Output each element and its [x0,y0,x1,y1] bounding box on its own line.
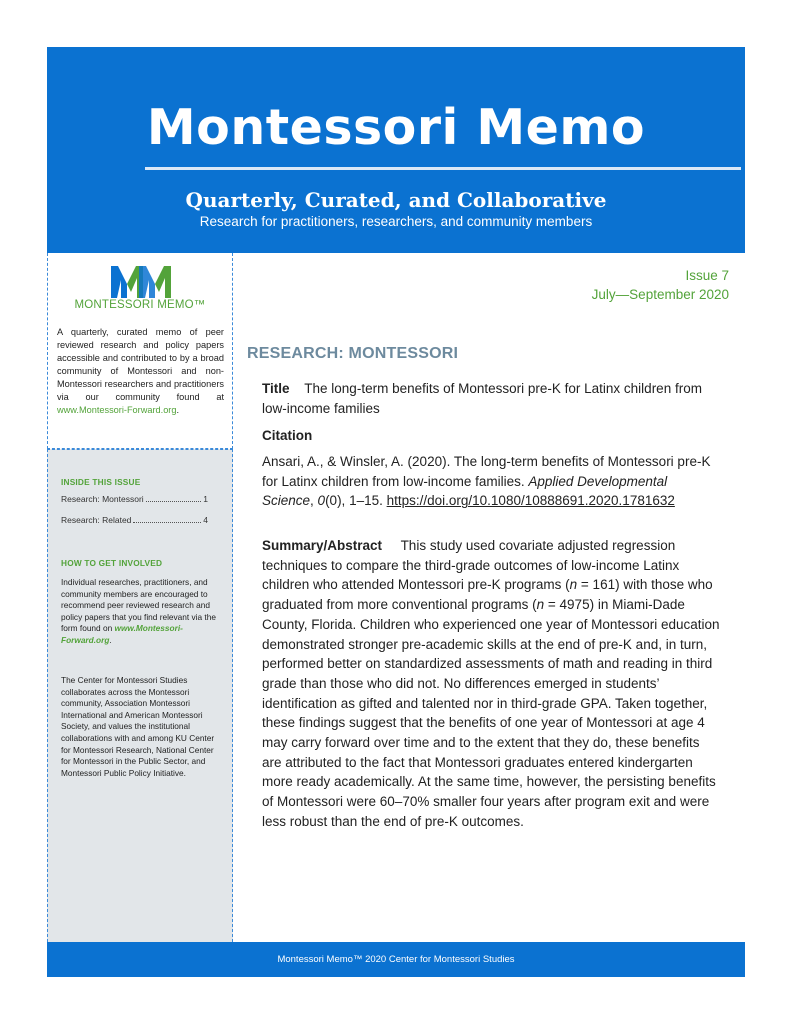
summary-abstract: Summary/Abstract This study used covariate adjusted regression techniques to compare the third-grade outcomes of low-income Latinx children who attended Montessori pre-K programs (n = 161) with those who graduated from more conventional programs (n = 4975) in Miami-Dade County, Florida. Children who experienced one year of Montessori education demonstrated stronger pre-academic skills at the end of pre-K and, in turn, performed better on standardized assessments of math and reading in third grade than those who did not. No differences emerged in students’ identification as gifted and talented nor in third-grade GPA. Taken together, these findings suggest that the benefits of one year of Montessori at age 4 may carry forward over time and to the extent that they do, these benefits are attributed to the fact that Montessori graduates entered kindergarten more ready academically. At the same time, however, the persisting benefits of Montessori were 60–70% smaller four years after program exit and were less robust than the end of pre-K outcomes. [262,538,720,829]
title-label: Title [262,381,290,396]
sidebar-about [47,253,233,449]
masthead-subtitle: Quarterly, Curated, and Collaborative [185,188,607,212]
center-description: The Center for Montessori Studies collaborates across the Montessori community, Association Montessori International and American Montessori Society, and values the institutional collaborations with and among KU Center for Montessori Research, National Center for Montessori in the Public Sector, and Montessori Public Policy Initiative. [61,675,215,778]
doi-link[interactable]: https://doi.org/10.1080/10888691.2020.1781632 [386,493,675,509]
logo-text: MONTESSORI MEMO™ [74,299,206,311]
citation-text: Ansari, A., & Winsler, A. (2020). The long-term benefits of Montessori pre-K for Latinx children from low-income families. Applied Developmental Science, 0(0), 1–15. https://doi.org/10.1080/10888691.2020.1781632 [262,454,711,509]
get-involved-text: Individual researches, practitioners, and community members are encouraged to recommend peer reviewed research and policy papers that you find relevant via the form found on www.Montessori-Forward.org. [61,577,216,645]
sidebar-description: A quarterly, curated memo of peer reviewed research and policy papers accessible and contributed to by a broad community of Montessori and non-Montessori researchers and practitioners via our community found at www.Montessori-Forward.org. [57,327,224,415]
sidebar-info-panel [47,449,233,942]
toc-item-research-montessori[interactable]: Research: Montessori 1 [61,494,208,504]
montessori-memo-logo-icon [111,266,171,298]
citation-heading: Citation [262,428,313,443]
issue-number: Issue 7 [685,268,729,283]
table-of-contents [61,494,208,536]
masthead-tagline: Research for practitioners, researchers, and community members [199,214,593,229]
issue-date: July—September 2020 [591,287,729,302]
masthead-rule [145,167,741,170]
get-involved-link[interactable]: www.Montessori-Forward.org [61,623,183,645]
issue-info [592,266,729,304]
inside-this-issue-heading: INSIDE THIS ISSUE [61,477,141,487]
footer: Montessori Memo™ 2020 Center for Montessori Studies [47,942,745,977]
montessori-forward-link[interactable]: www.Montessori-Forward.org [57,405,177,415]
how-to-get-involved-heading: HOW TO GET INVOLVED [61,558,163,568]
toc-item-research-related[interactable]: Research: Related 4 [61,515,208,525]
masthead [47,47,745,253]
section-title: RESEARCH: MONTESSORI [247,345,459,362]
summary-label: Summary/Abstract [262,538,383,553]
article-title: Title The long-term benefits of Montessori pre-K for Latinx children from low-income families [262,381,702,416]
masthead-title: Montessori Memo [146,99,646,156]
